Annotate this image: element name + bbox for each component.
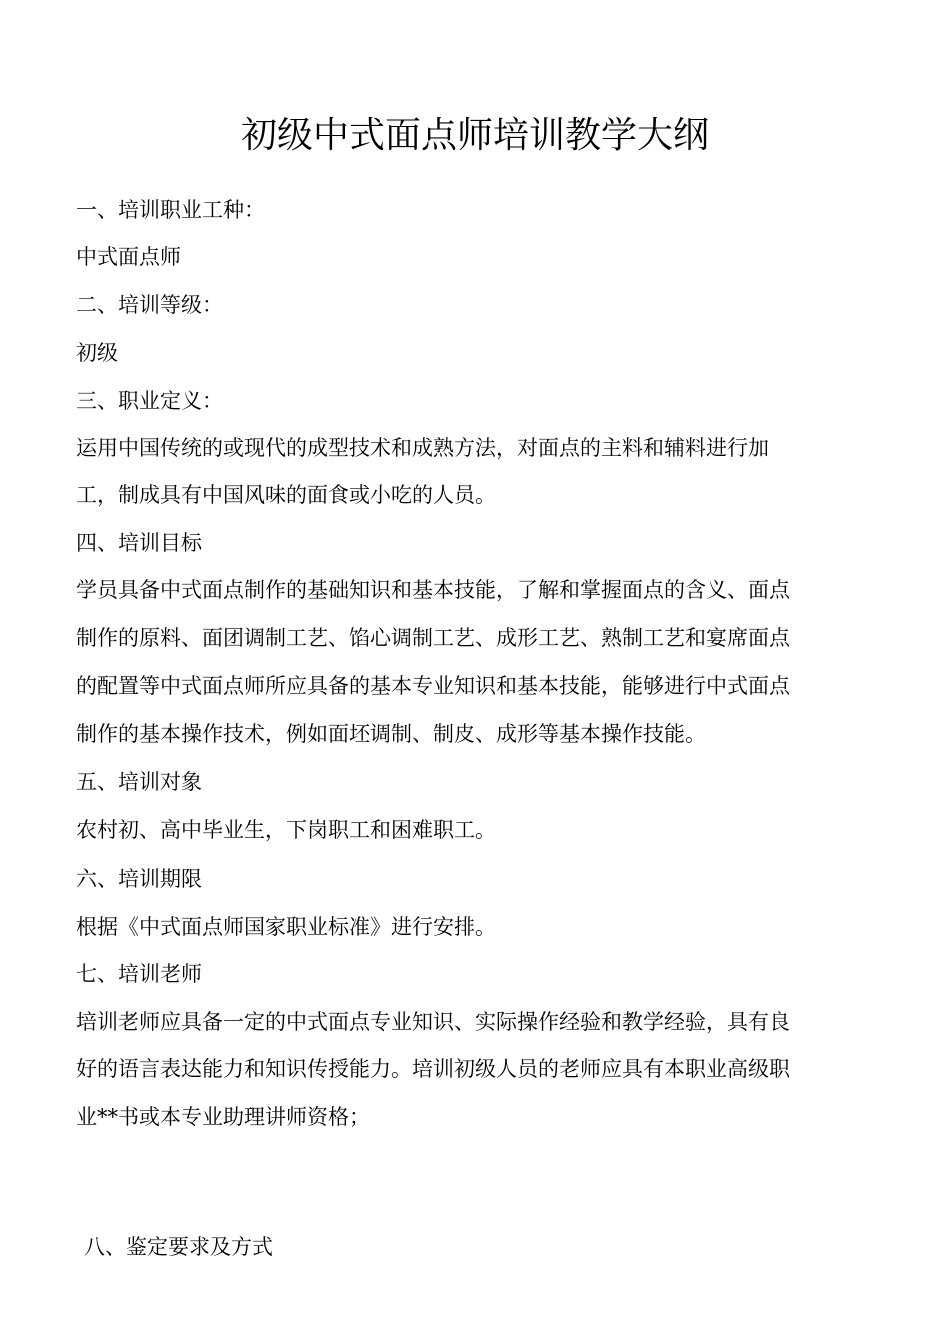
section-5-body: 农村初、高中毕业生，下岗职工和困难职工。: [76, 818, 496, 842]
section-7-line-3: 业**书或本专业助理讲师资格；: [76, 1105, 370, 1129]
section-4-line-2: 制作的原料、面团调制工艺、馅心调制工艺、成形工艺、熟制工艺和宴席面点: [76, 626, 790, 650]
section-1-heading: 一、培训职业工种：: [76, 198, 265, 222]
section-2-heading: 二、培训等级：: [76, 293, 223, 317]
section-4-heading: 四、培训目标: [76, 531, 202, 555]
section-7-heading: 七、培训老师: [76, 962, 202, 986]
section-3-line-2: 工，制成具有中国风味的面食或小吃的人员。: [76, 483, 496, 507]
section-4-line-1: 学员具备中式面点制作的基础知识和基本技能，了解和掌握面点的含义、面点: [76, 578, 790, 602]
section-1-body: 中式面点师: [76, 245, 181, 269]
section-6-heading: 六、培训期限: [76, 867, 202, 891]
section-7-line-2: 好的语言表达能力和知识传授能力。培训初级人员的老师应具有本职业高级职: [76, 1057, 790, 1081]
section-3-heading: 三、职业定义：: [76, 389, 223, 413]
section-6-body: 根据《中式面点师国家职业标准》进行安排。: [76, 915, 496, 939]
section-7-line-1: 培训老师应具备一定的中式面点专业知识、实际操作经验和教学经验，具有良: [76, 1010, 790, 1034]
section-4-line-4: 制作的基本操作技术，例如面坯调制、制皮、成形等基本操作技能。: [76, 722, 706, 746]
section-3-line-1: 运用中国传统的或现代的成型技术和成熟方法，对面点的主料和辅料进行加: [76, 436, 769, 460]
document-title: 初级中式面点师培训教学大纲: [240, 115, 709, 156]
section-2-body: 初级: [76, 341, 118, 365]
section-8-heading: 八、鉴定要求及方式: [84, 1235, 273, 1259]
section-4-line-3: 的配置等中式面点师所应具备的基本专业知识和基本技能，能够进行中式面点: [76, 674, 790, 698]
section-5-heading: 五、培训对象: [76, 770, 202, 794]
